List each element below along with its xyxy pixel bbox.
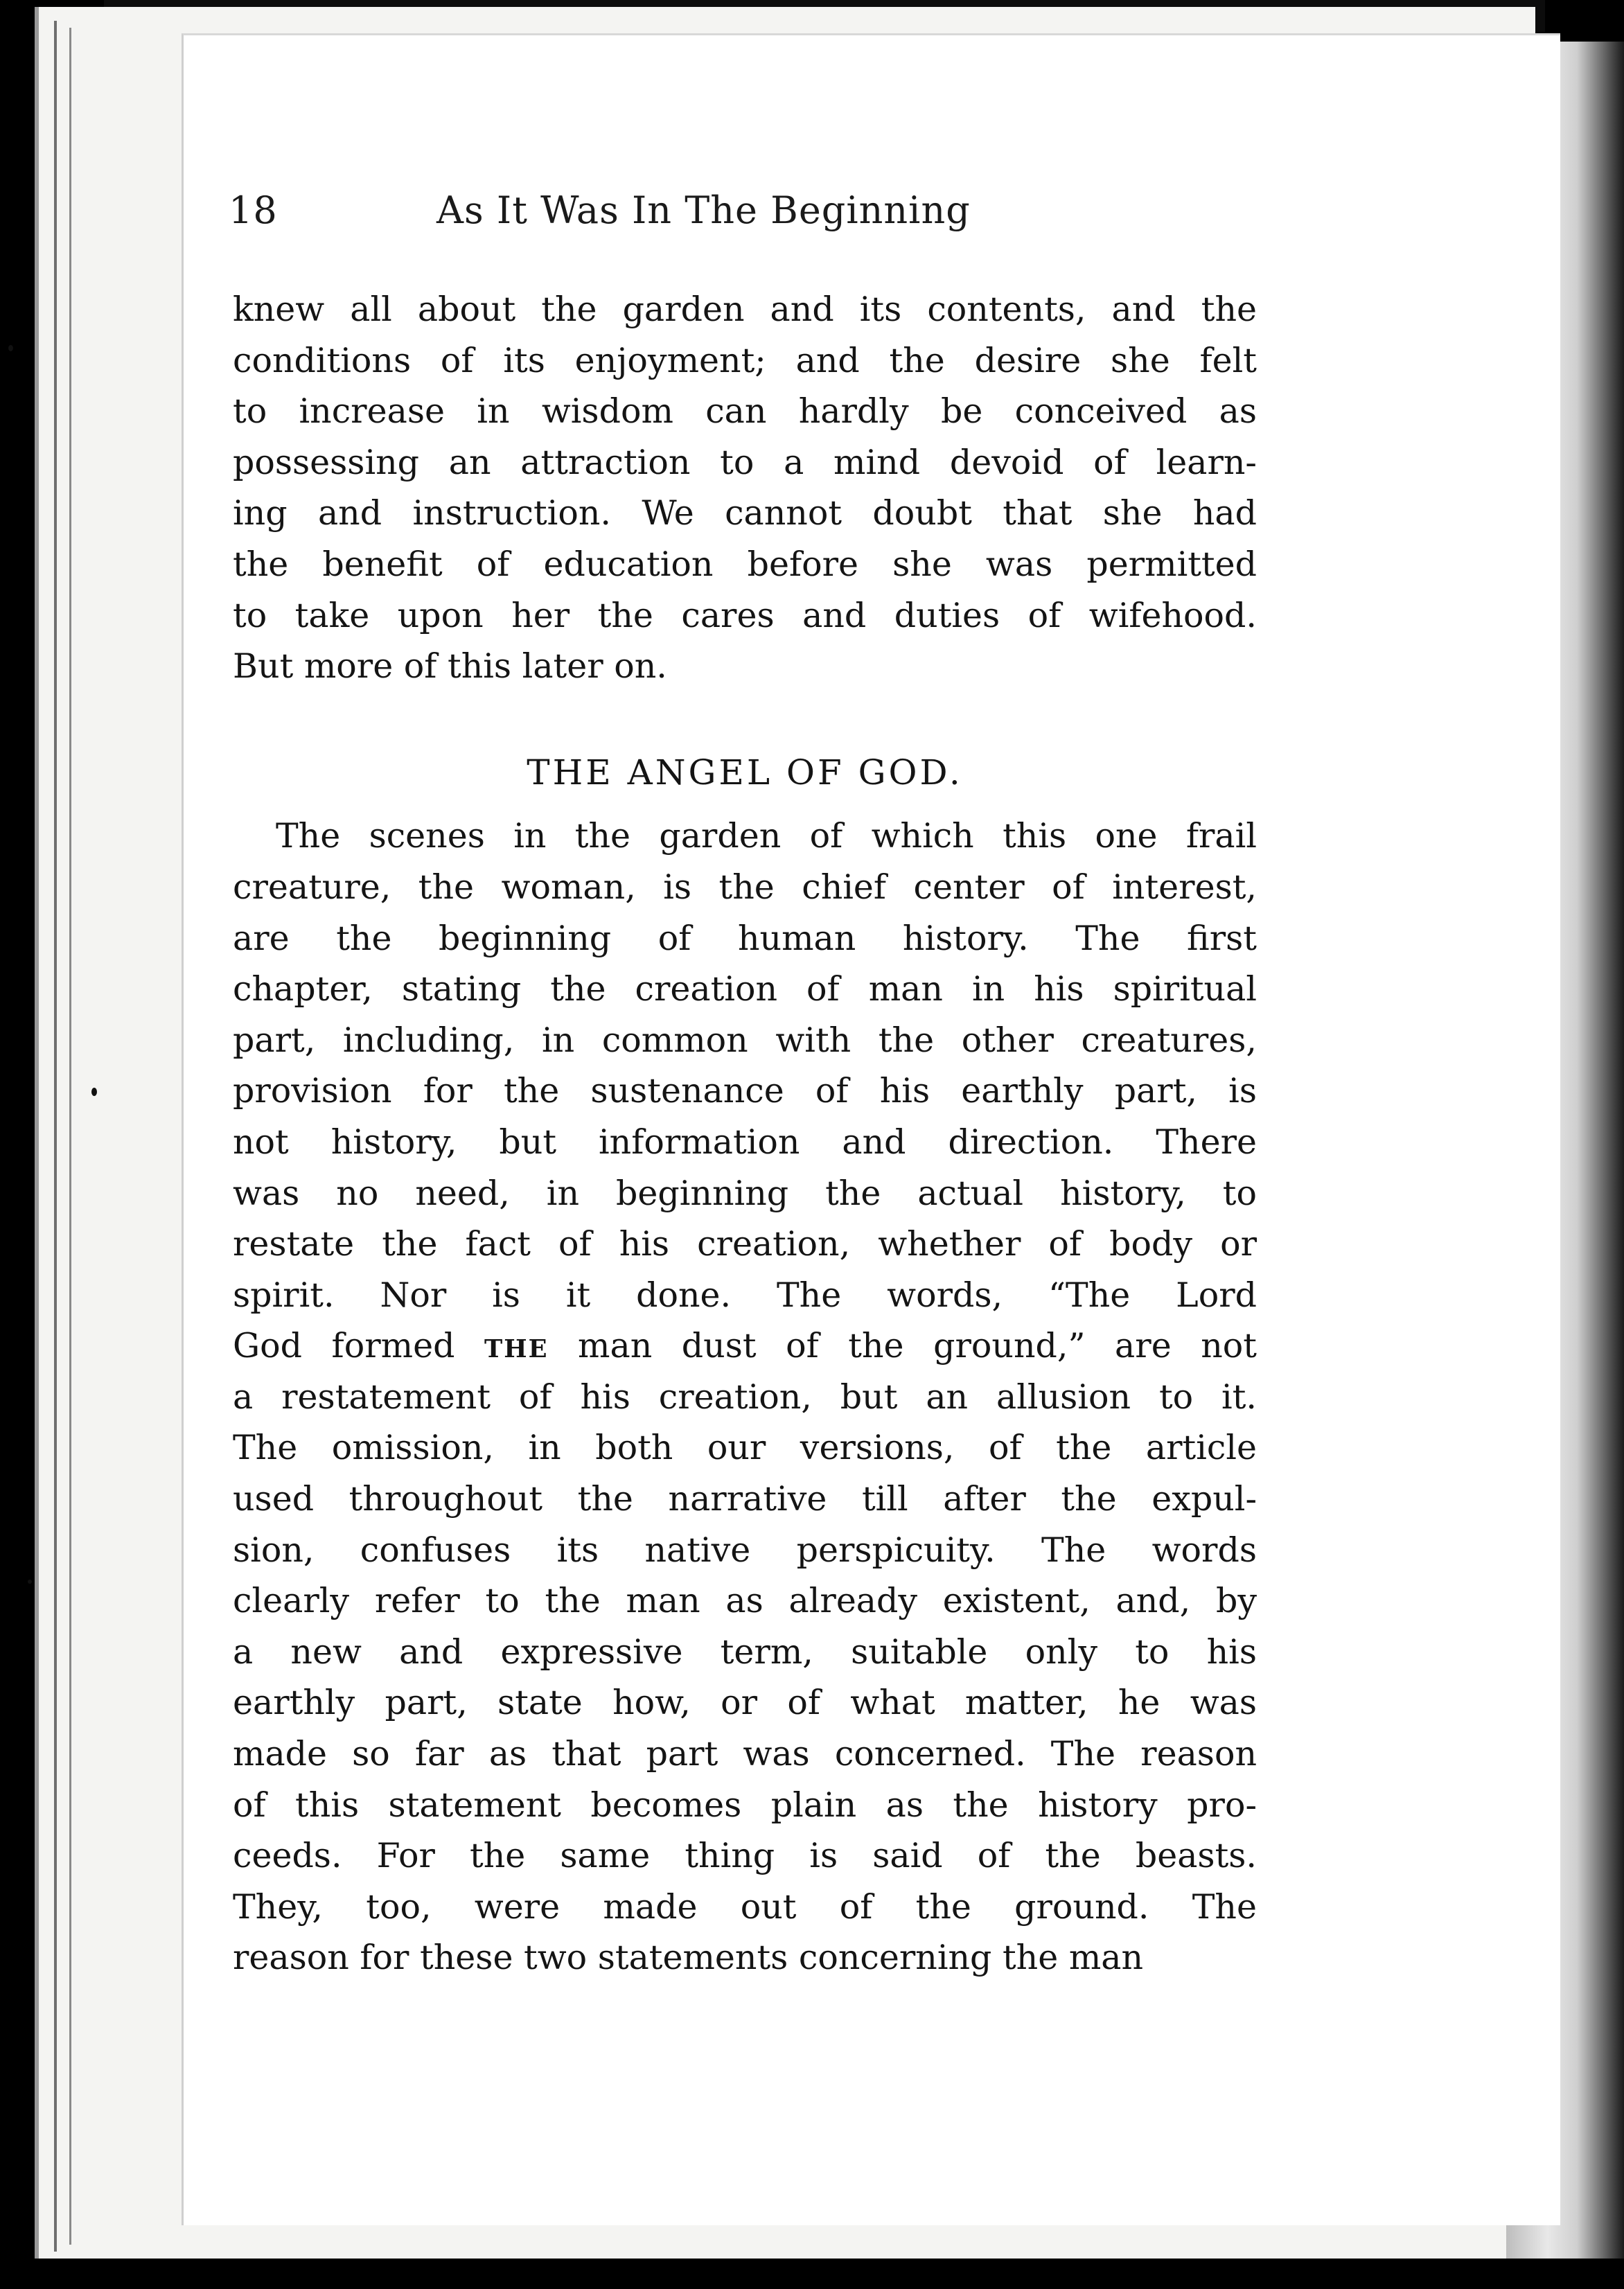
text-line: to increase in wisdom can hardly be conceived as bbox=[233, 391, 1257, 432]
paragraph-2 bbox=[233, 811, 1257, 1983]
text-line: provision for the sustenance of his earthly part, is bbox=[233, 1071, 1257, 1111]
text-line: was no need, in beginning the actual history, to bbox=[233, 1173, 1257, 1213]
text-line: restate the fact of his creation, whether of body or bbox=[233, 1224, 1257, 1264]
text-line: sion, confuses its native perspicuity. The words bbox=[233, 1530, 1257, 1570]
text-line: ing and instruction. We cannot doubt that she had bbox=[233, 493, 1257, 533]
text-line: reason for these two statements concerning the man bbox=[233, 1938, 1144, 1978]
text-line: used throughout the narrative till after the expul- bbox=[233, 1479, 1257, 1519]
section-heading: THE ANGEL OF GOD. bbox=[527, 752, 963, 793]
text-line: spirit. Nor is it done. The words, “The Lord bbox=[233, 1275, 1257, 1315]
running-head bbox=[229, 182, 1282, 244]
small-caps-word: THE bbox=[484, 1335, 549, 1364]
text-line: But more of this later on. bbox=[233, 646, 667, 687]
text-line: conditions of its enjoyment; and the desire she felt bbox=[233, 340, 1257, 380]
text-line: They, too, were made out of the ground. The bbox=[233, 1886, 1257, 1927]
text-line: are the beginning of human history. The first bbox=[233, 918, 1257, 958]
text-line: not history, but information and direction. There bbox=[233, 1122, 1257, 1162]
text-line: clearly refer to the man as already existent, and, by bbox=[233, 1581, 1257, 1621]
text-line: knew all about the garden and its contents, and the bbox=[233, 290, 1257, 329]
text-line: made so far as that part was concerned. The reason bbox=[233, 1734, 1257, 1774]
text-line: part, including, in common with the other creatures, bbox=[233, 1020, 1257, 1060]
text-line: creature, the woman, is the chief center of interest, bbox=[233, 867, 1257, 907]
text-line: of this statement becomes plain as the history pro- bbox=[233, 1785, 1257, 1825]
text-line: earthly part, state how, or of what matter, he was bbox=[233, 1683, 1257, 1723]
text-line: to take upon her the cares and duties of wifehood. bbox=[233, 595, 1257, 635]
text-line: The omission, in both our versions, of the article bbox=[233, 1428, 1257, 1468]
page-body bbox=[233, 284, 1257, 1983]
text-line: chapter, stating the creation of man in his spiritual bbox=[233, 969, 1257, 1009]
scan-speck bbox=[8, 345, 13, 351]
text-run: man dust of the ground,” are not bbox=[548, 1326, 1257, 1366]
page-stack-edge bbox=[69, 28, 71, 2245]
scan-speck bbox=[28, 1580, 32, 1584]
running-title: As It Was In The Beginning bbox=[436, 188, 971, 232]
text-line: the benefit of education before she was permitted bbox=[233, 544, 1257, 584]
text-line: a restatement of his creation, but an allusion to it. bbox=[233, 1377, 1257, 1417]
paragraph-1 bbox=[233, 284, 1257, 692]
page-stack-edge bbox=[54, 21, 57, 2252]
scan-speck bbox=[91, 1088, 97, 1096]
page-number: 18 bbox=[229, 188, 278, 232]
text-line bbox=[233, 1320, 1257, 1372]
text-line: The scenes in the garden of which this one frail bbox=[276, 816, 1257, 856]
text-run: God formed bbox=[233, 1326, 485, 1366]
text-line: a new and expressive term, suitable only to his bbox=[233, 1632, 1257, 1672]
text-line: possessing an attraction to a mind devoid of learn- bbox=[233, 442, 1257, 482]
text-line: ceeds. For the same thing is said of the beasts. bbox=[233, 1836, 1257, 1876]
